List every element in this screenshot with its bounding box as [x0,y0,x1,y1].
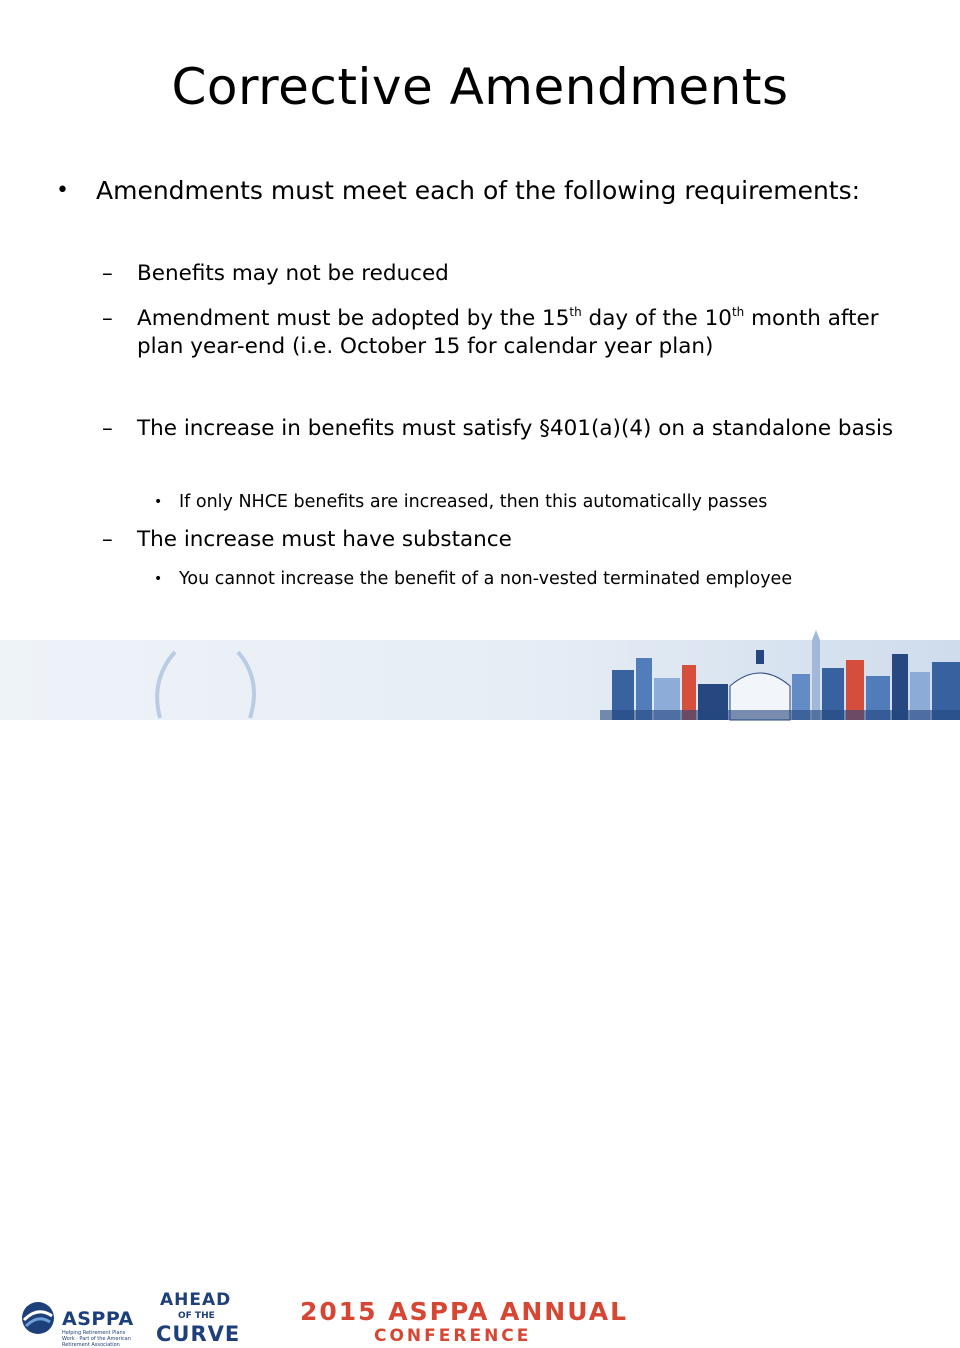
sub-bullet-text: The increase must have substance [137,527,512,552]
sub-bullet-text-a: Amendment must be adopted by the 15 [137,306,570,331]
conference-subtitle: CONFERENCE [374,1326,532,1346]
slide-content [0,0,960,640]
sub-bullet-substance [102,526,897,554]
dash-icon: – [102,527,113,552]
bullet-text: Amendments must meet each of the following requirements: [96,176,861,205]
asppa-tagline: Helping Retirement Plans Work · Part of the American Retirement Association [62,1330,131,1348]
superscript-th: th [569,305,582,319]
asppa-wordmark: ASPPA [62,1308,134,1330]
sub-bullet-text: The increase in benefits must satisfy §401(a)(4) on a standalone basis [137,416,894,441]
sub-bullet-401a4 [102,415,897,443]
asppa-logo-icon [18,1298,58,1338]
bullet-requirements [56,175,896,207]
bullet-dot-icon: • [154,494,163,510]
sub-sub-bullet-text: You cannot increase the benefit of a non-vested terminated employee [179,569,793,589]
ahead-logo-line2: OF THE [178,1311,215,1321]
dash-icon: – [102,416,113,441]
sub-bullet-text-c: month after plan year-end (i.e. October 15 for calendar year plan) [137,306,879,359]
ahead-logo-line1: AHEAD [160,1290,232,1310]
slide-title: Corrective Amendments [171,58,789,116]
dash-icon: – [102,261,113,286]
sub-bullet-benefits [102,260,897,288]
sub-sub-bullet-nhce [154,491,899,513]
superscript-th: th [731,305,745,319]
conference-title: 2015 ASPPA ANNUAL [300,1297,629,1326]
sub-sub-bullet-text: If only NHCE benefits are increased, then this automatically passes [179,492,768,512]
conference-footer-banner [0,640,960,1348]
ahead-logo-line3: CURVE [156,1322,241,1346]
dash-icon: – [102,306,113,331]
sub-bullet-text: Benefits may not be reduced [137,261,449,286]
sub-sub-bullet-non-vested [154,568,899,590]
bullet-dot-icon: • [56,178,69,203]
sub-bullet-text-b: day of the 10 [581,306,732,331]
bullet-dot-icon: • [154,571,163,587]
city-skyline-illustration [0,640,960,720]
sub-bullet-adoption-deadline [102,305,897,361]
